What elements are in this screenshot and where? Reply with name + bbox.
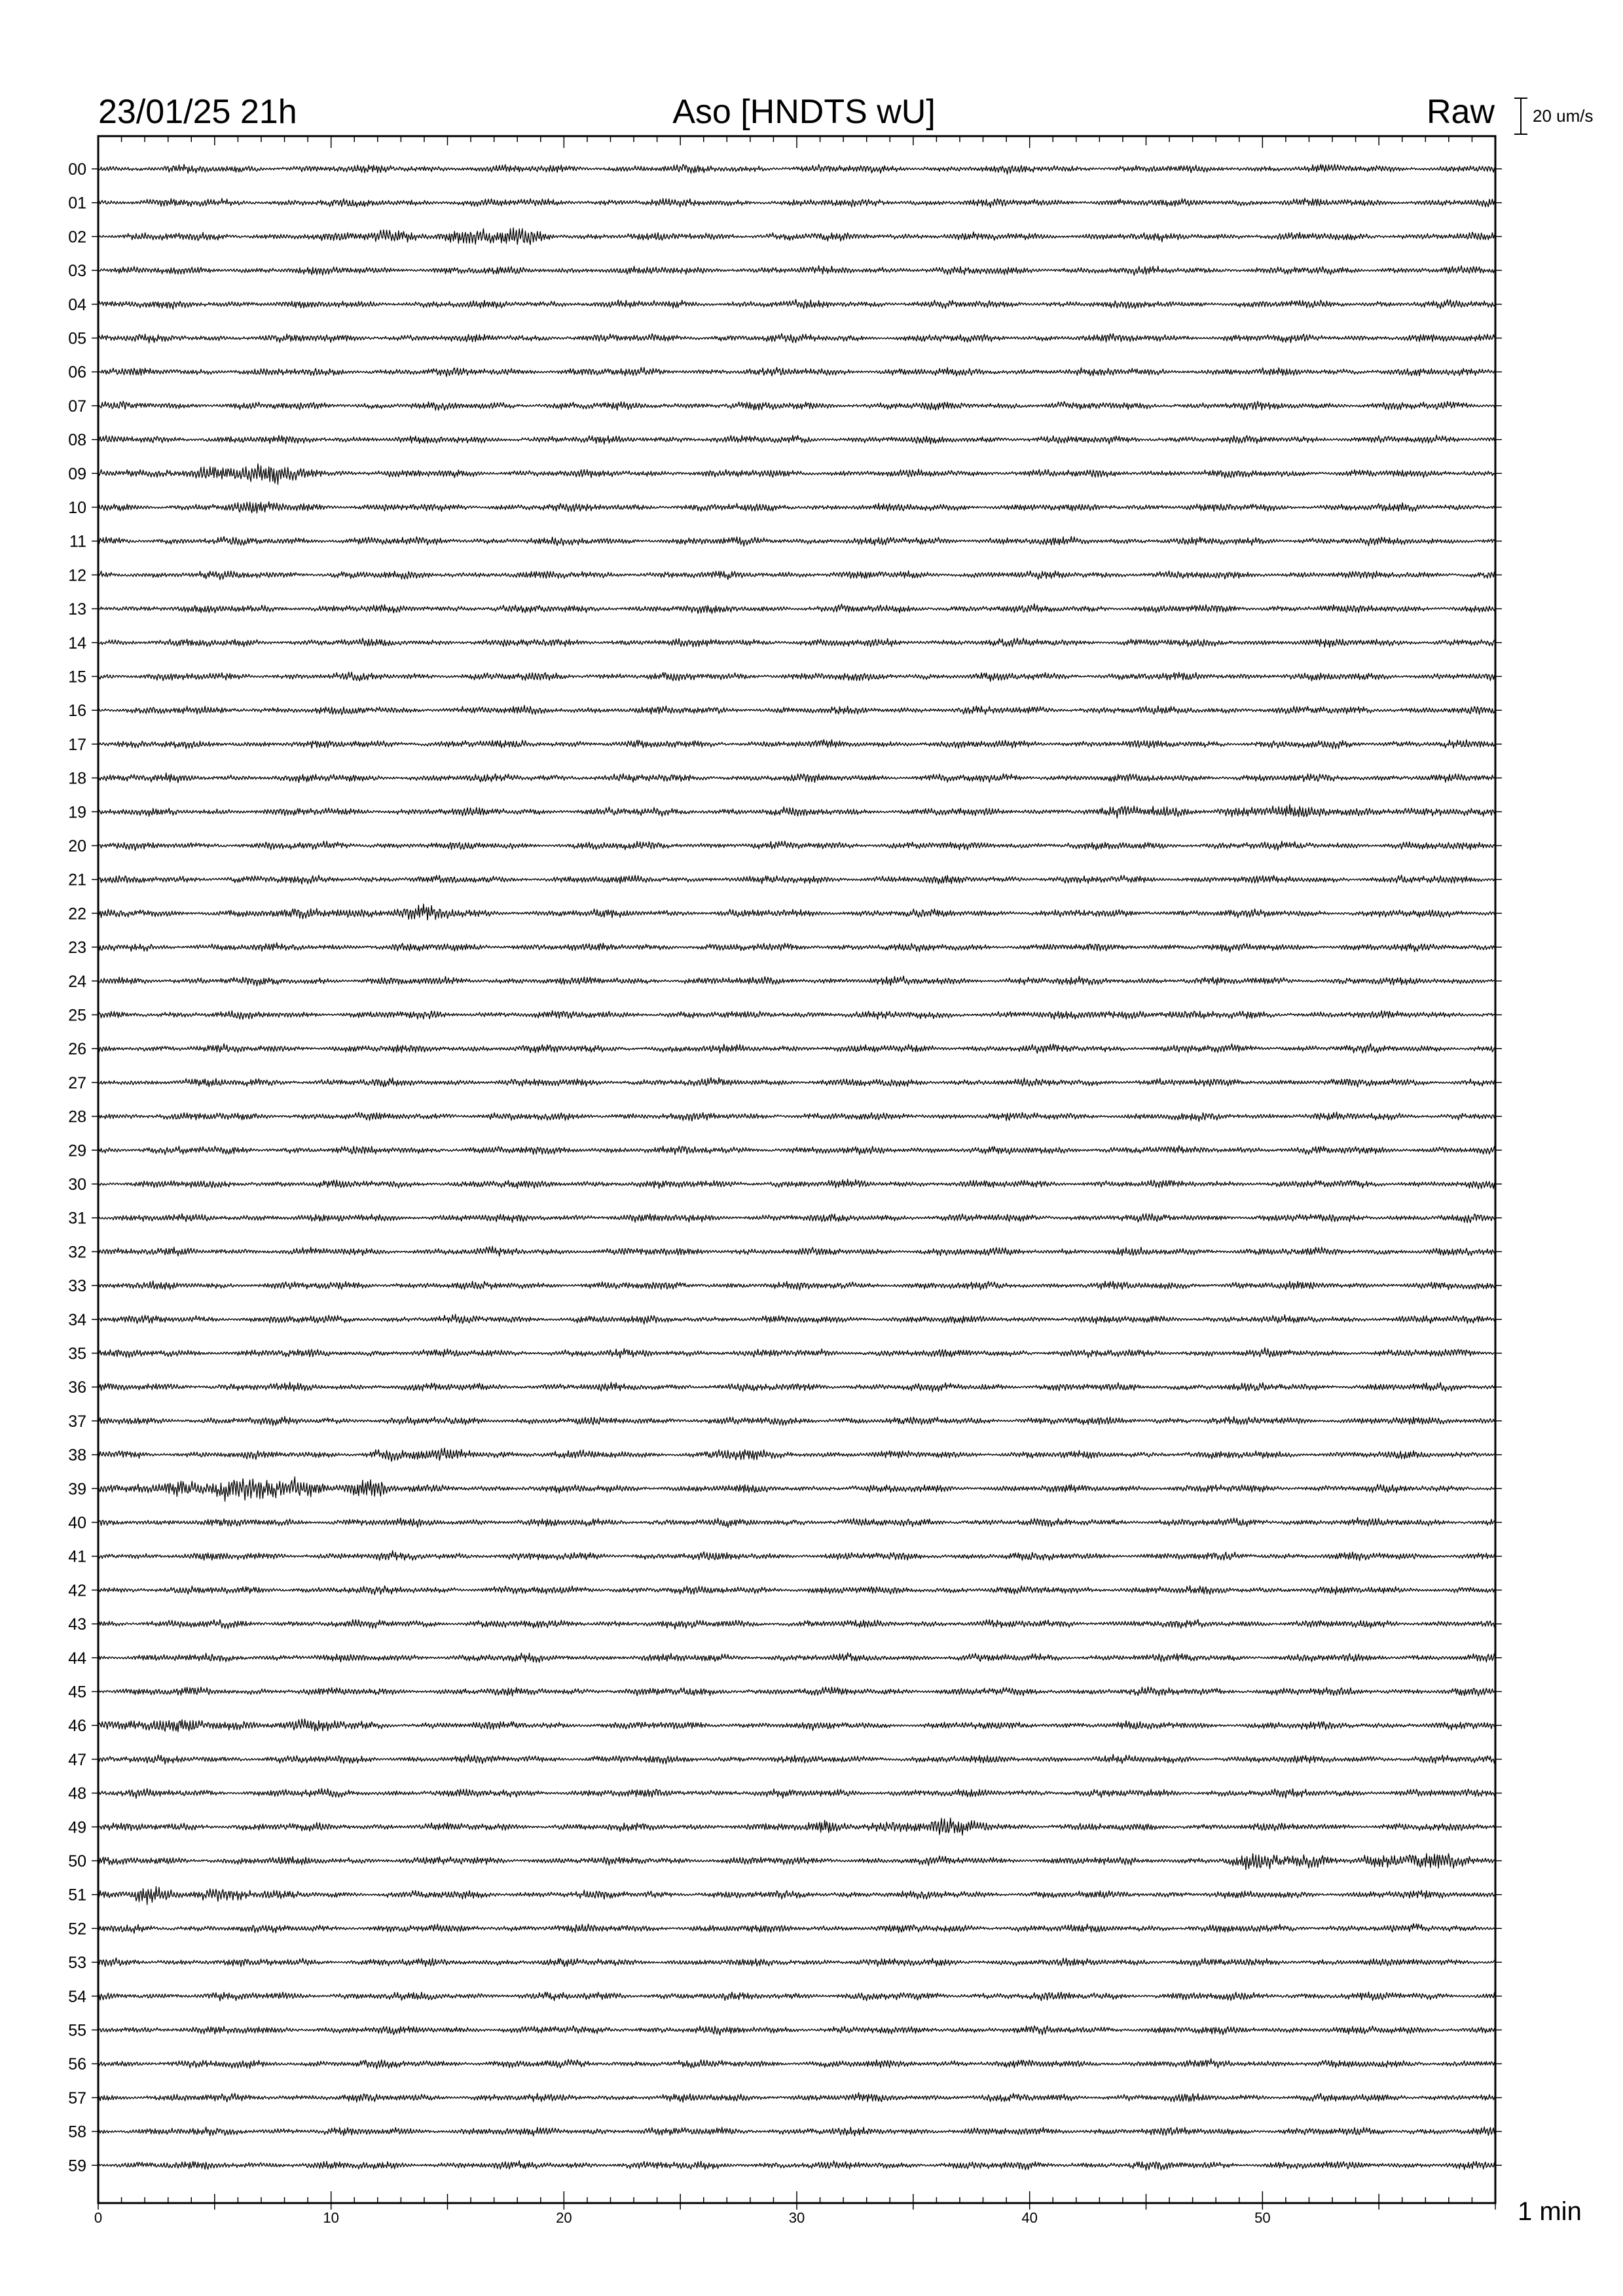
row-label-48: 48: [68, 1784, 86, 1803]
row-label-31: 31: [68, 1209, 86, 1228]
row-label-08: 08: [68, 431, 86, 450]
row-label-17: 17: [68, 735, 86, 754]
row-label-06: 06: [68, 363, 86, 382]
row-label-15: 15: [68, 668, 86, 687]
row-label-36: 36: [68, 1378, 86, 1397]
row-label-24: 24: [68, 972, 86, 991]
row-label-46: 46: [68, 1717, 86, 1736]
row-label-29: 29: [68, 1141, 86, 1160]
row-label-16: 16: [68, 702, 86, 721]
row-label-27: 27: [68, 1073, 86, 1092]
x-tick-label-30: 30: [788, 2210, 805, 2226]
row-label-47: 47: [68, 1750, 86, 1769]
row-label-50: 50: [68, 1852, 86, 1871]
row-label-23: 23: [68, 939, 86, 958]
x-tick-label-50: 50: [1254, 2210, 1271, 2226]
row-label-37: 37: [68, 1412, 86, 1431]
x-tick-label-10: 10: [323, 2210, 339, 2226]
row-label-12: 12: [68, 566, 86, 585]
row-label-38: 38: [68, 1446, 86, 1465]
x-tick-label-20: 20: [556, 2210, 572, 2226]
row-label-19: 19: [68, 803, 86, 822]
row-label-33: 33: [68, 1277, 86, 1296]
row-label-39: 39: [68, 1480, 86, 1499]
row-label-51: 51: [68, 1886, 86, 1905]
row-label-35: 35: [68, 1344, 86, 1363]
row-label-04: 04: [68, 295, 86, 314]
row-label-14: 14: [68, 634, 86, 653]
row-label-02: 02: [68, 228, 86, 247]
station-title: Aso [HNDTS wU]: [672, 93, 936, 131]
x-tick-label-40: 40: [1021, 2210, 1038, 2226]
row-label-45: 45: [68, 1683, 86, 1702]
row-label-52: 52: [68, 1920, 86, 1939]
row-label-55: 55: [68, 2021, 86, 2040]
row-label-28: 28: [68, 1107, 86, 1126]
row-label-03: 03: [68, 262, 86, 281]
row-label-18: 18: [68, 769, 86, 788]
row-label-13: 13: [68, 600, 86, 619]
row-label-01: 01: [68, 194, 86, 213]
row-label-22: 22: [68, 905, 86, 924]
row-label-56: 56: [68, 2055, 86, 2074]
row-label-09: 09: [68, 465, 86, 484]
row-label-54: 54: [68, 1987, 86, 2006]
row-label-11: 11: [69, 532, 86, 551]
row-label-10: 10: [68, 499, 86, 517]
row-label-07: 07: [68, 397, 86, 416]
row-label-43: 43: [68, 1615, 86, 1634]
row-label-44: 44: [68, 1649, 86, 1668]
row-label-21: 21: [68, 870, 86, 889]
amplitude-scale-label: 20 um/s: [1533, 106, 1594, 126]
row-label-57: 57: [68, 2089, 86, 2108]
row-label-30: 30: [68, 1175, 86, 1194]
x-tick-label-0: 0: [94, 2210, 103, 2226]
row-label-20: 20: [68, 837, 86, 855]
row-label-42: 42: [68, 1581, 86, 1600]
row-label-26: 26: [68, 1040, 86, 1059]
row-label-32: 32: [68, 1243, 86, 1262]
row-label-00: 00: [68, 160, 86, 179]
row-label-53: 53: [68, 1954, 86, 1973]
row-label-40: 40: [68, 1514, 86, 1532]
row-label-49: 49: [68, 1818, 86, 1837]
row-label-34: 34: [68, 1310, 86, 1329]
row-label-58: 58: [68, 2123, 86, 2142]
row-label-41: 41: [68, 1547, 86, 1566]
date-hour-label: 23/01/25 21h: [98, 93, 297, 131]
x-axis-label: 1 min: [1518, 2197, 1582, 2226]
row-label-59: 59: [68, 2157, 86, 2176]
row-label-25: 25: [68, 1006, 86, 1025]
row-label-05: 05: [68, 329, 86, 348]
mode-label: Raw: [1426, 93, 1495, 131]
